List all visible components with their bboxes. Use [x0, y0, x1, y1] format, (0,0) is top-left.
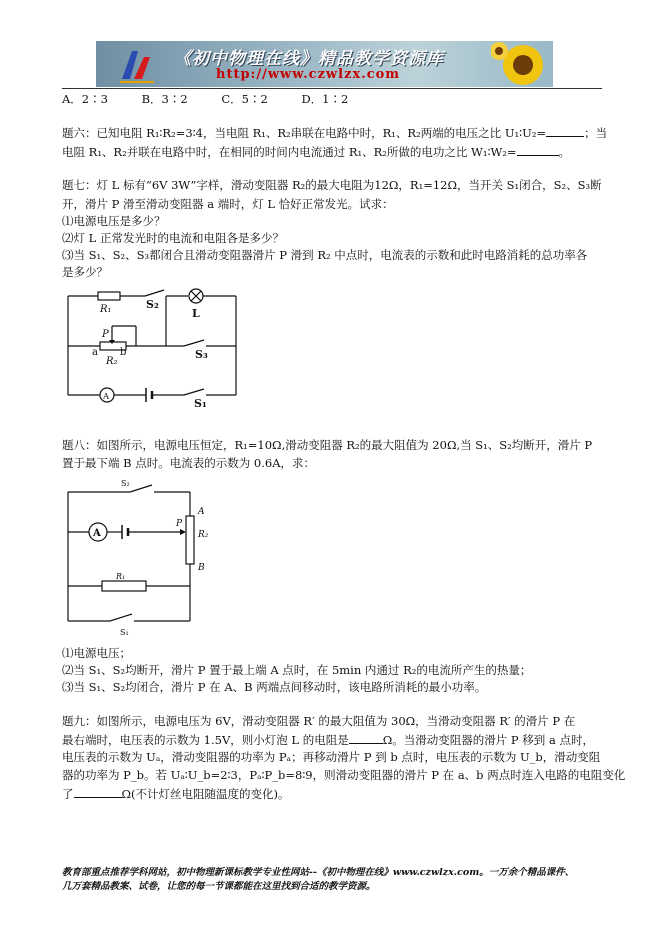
- q7-line1: 题七：灯 L 标有“6V 3W”字样，滑动变阻器 R₂的最大电阻为12Ω，R₁=12Ω，当开关 S₁闭合，S₂、S₃断: [62, 178, 602, 192]
- q7-label-ammeter: A: [103, 392, 110, 402]
- q7-label-r2: R₂: [106, 356, 118, 367]
- site-logo-icon: [118, 45, 158, 83]
- footer-line2: 几万套精品教案、试卷，让您的每一节课都能在这里找到合适的教学资源。: [62, 881, 376, 892]
- option-a: A．2∶3: [62, 92, 108, 106]
- q8-label-A: A: [198, 507, 205, 517]
- header-rule: [62, 88, 602, 89]
- q7-label-s1: S₁: [194, 397, 207, 410]
- footer-line1: 教育部重点推荐学科网站，初中物理新课标教学专业性网站--《初中物理在线》www.czwlzx.com。一万余个精品课件、: [62, 867, 575, 878]
- header-banner: [96, 41, 553, 87]
- q6-line2: 电阻 R₁、R₂并联在电路中时，在相同的时间内电流通过 R₁、R₂所做的电功之比 W₁∶W₂= 。: [62, 145, 571, 159]
- q9-line3: 电压表的示数为 Uₐ，滑动变阻器的功率为 Pₐ；再移动滑片 P 到 b 点时，电压表的示数为 U_b，滑动变阻: [62, 750, 601, 764]
- q9-line4: 器的功率为 P_b。若 Uₐ∶U_b=2∶3，Pₐ∶P_b=8∶9，则滑动变阻器的滑片 P 在 a、b 两点时连入电路的电阻变化: [62, 768, 626, 782]
- q7-item1: ⑴电源电压是多少？: [62, 214, 166, 228]
- option-c: C．5∶2: [221, 92, 268, 106]
- q7-label-p: P: [102, 329, 109, 340]
- q6-blank-2[interactable]: [517, 143, 559, 156]
- q7-label-a: a: [92, 347, 98, 358]
- q7-item2: ⑵灯 L 正常发光时的电流和电阻各是多少？: [62, 231, 284, 245]
- option-d: D．1∶2: [301, 92, 349, 106]
- q8-item3: ⑶当 S₁、S₂均闭合，滑片 P 在 A、B 两端点间移动时，该电路所消耗的最小功率。: [62, 680, 487, 694]
- banner-title: 《初中物理在线》精品教学资源库: [174, 49, 444, 69]
- q8-line2: 置于最下端 B 点时。电流表的示数为 0.6A，求：: [62, 456, 316, 470]
- q8-item2: ⑵当 S₁、S₂均断开，滑片 P 置于最上端 A 点时，在 5min 内通过 R₂的电流所产生的热量；: [62, 663, 532, 677]
- q8-label-r2: R₂: [198, 530, 209, 540]
- q9-blank-1[interactable]: [349, 731, 383, 744]
- q7-label-r1: R₁: [100, 304, 112, 315]
- q8-label-p: P: [176, 519, 183, 529]
- q7-item3a: ⑶当 S₁、S₂、S₃都闭合且滑动变阻器滑片 P 滑到 R₂ 中点时，电流表的示数和此时电路消耗的总功率各: [62, 248, 588, 262]
- q9-blank-2[interactable]: [74, 785, 122, 798]
- q6-blank-1[interactable]: [546, 124, 584, 137]
- q9-line5: 了 Ω(不计灯丝电阻随温度的变化)。: [62, 787, 290, 801]
- q7-label-s2: S₂: [146, 298, 159, 311]
- option-b: B．3∶2: [141, 92, 188, 106]
- q9-line2: 最右端时，电压表的示数为 1.5V，则小灯泡 L 的电阻是 Ω。当滑动变阻器的滑片 P 移到 a 点时，: [62, 733, 594, 747]
- sunflower-icon: [491, 41, 553, 87]
- answer-options: [62, 91, 348, 108]
- q7-label-b: b: [120, 347, 127, 358]
- q8-line1: 题八：如图所示，电源电压恒定，R₁=10Ω,滑动变阻器 R₂的最大阻值为 20Ω,当 S₁、S₂均断开，滑片 P: [62, 438, 593, 452]
- banner-url[interactable]: http://www.czwlzx.com: [216, 67, 401, 82]
- q6-line1: 题六：已知电阻 R₁∶R₂=3∶4，当电阻 R₁、R₂串联在电路中时，R₁、R₂两端的电压之比 U₁∶U₂= ；当: [62, 126, 608, 140]
- q8-label-s2: S₂: [121, 479, 130, 488]
- q7-label-s3: S₃: [195, 348, 208, 361]
- q8-label-ammeter: A: [93, 528, 101, 539]
- q8-item1: ⑴电源电压；: [62, 646, 131, 660]
- q7-line2: 开，滑片 P 滑至滑动变阻器 a 端时，灯 L 恰好正常发光。试求：: [62, 197, 394, 211]
- q8-label-s1: S₁: [120, 628, 129, 637]
- q8-label-r1: R₁: [116, 572, 126, 581]
- q8-circuit-diagram: [60, 476, 240, 641]
- q7-label-lamp: L: [192, 307, 200, 320]
- q7-item3b: 是多少？: [62, 265, 108, 279]
- q8-label-B: B: [198, 563, 205, 573]
- q7-circuit-diagram: [60, 282, 250, 412]
- q9-line1: 题九：如图所示，电源电压为 6V，滑动变阻器 R′ 的最大阻值为 30Ω，当滑动变阻器 R′ 的滑片 P 在: [62, 714, 576, 728]
